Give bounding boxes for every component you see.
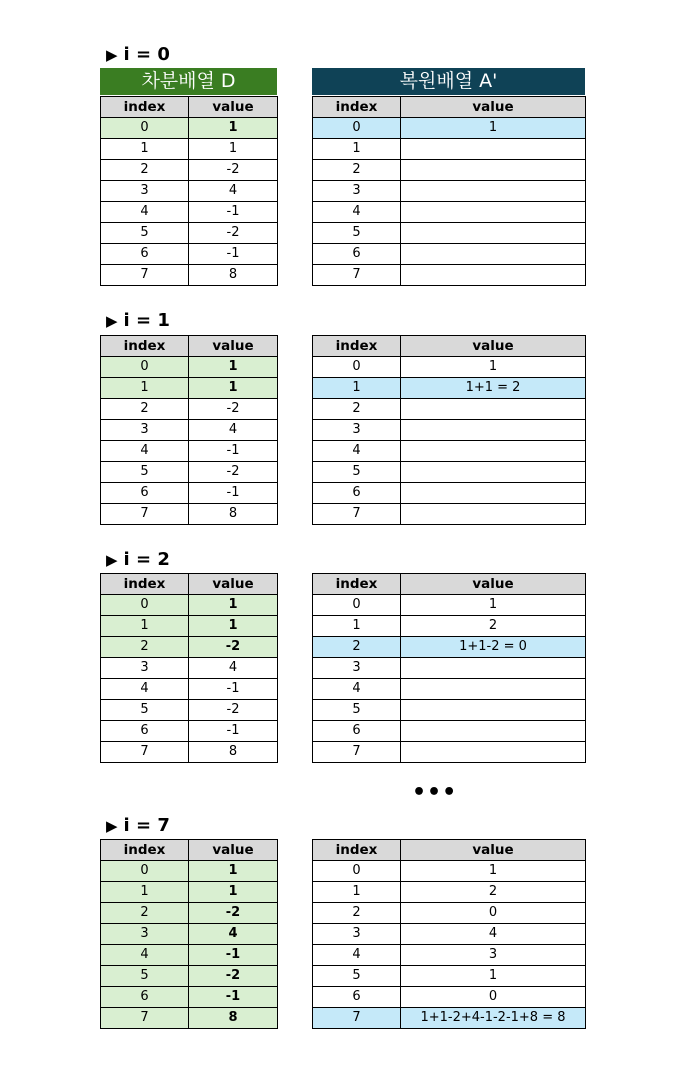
table-row	[313, 399, 586, 420]
index-cell: 7	[101, 1008, 189, 1029]
index-cell: 2	[101, 637, 189, 658]
index-header: index	[313, 840, 401, 861]
index-cell: 2	[313, 637, 401, 658]
table-row	[101, 504, 278, 525]
table-row	[313, 966, 586, 987]
value-cell: 1	[401, 357, 586, 378]
value-cell	[401, 399, 586, 420]
index-cell: 0	[101, 595, 189, 616]
index-header: index	[101, 336, 189, 357]
value-header: value	[189, 336, 278, 357]
index-cell: 5	[101, 223, 189, 244]
value-cell: 1	[189, 616, 278, 637]
index-cell: 1	[313, 616, 401, 637]
index-cell: 7	[313, 1008, 401, 1029]
table-row	[313, 483, 586, 504]
value-cell: 1	[189, 357, 278, 378]
index-cell: 6	[101, 987, 189, 1008]
table-row	[101, 882, 278, 903]
table-row	[313, 742, 586, 763]
table-row	[313, 945, 586, 966]
value-cell: 8	[189, 1008, 278, 1029]
restore-array-title: 복원배열 A'	[312, 68, 585, 95]
table-row	[101, 378, 278, 399]
table-row	[101, 679, 278, 700]
table-row	[101, 181, 278, 202]
value-cell	[401, 658, 586, 679]
index-cell: 6	[313, 721, 401, 742]
value-cell: 8	[189, 265, 278, 286]
value-cell: 4	[401, 924, 586, 945]
index-cell: 7	[101, 265, 189, 286]
value-cell	[401, 441, 586, 462]
index-cell: 4	[313, 679, 401, 700]
value-header: value	[401, 574, 586, 595]
value-cell	[401, 700, 586, 721]
table-row	[313, 721, 586, 742]
value-cell	[401, 265, 586, 286]
table-row	[313, 441, 586, 462]
play-triangle-icon: ▶	[106, 551, 118, 569]
index-header: index	[313, 97, 401, 118]
index-cell: 7	[313, 265, 401, 286]
value-cell: 1	[189, 118, 278, 139]
table-row	[313, 223, 586, 244]
value-cell: -1	[189, 721, 278, 742]
value-header: value	[189, 840, 278, 861]
index-cell: 0	[313, 357, 401, 378]
value-cell: 1	[189, 139, 278, 160]
index-cell: 3	[313, 924, 401, 945]
table-row	[101, 462, 278, 483]
table-row	[313, 265, 586, 286]
table-row	[313, 462, 586, 483]
value-header: value	[189, 97, 278, 118]
value-header: value	[189, 574, 278, 595]
table-row	[313, 139, 586, 160]
table-row	[101, 595, 278, 616]
value-cell: -1	[189, 441, 278, 462]
value-cell: 1	[189, 882, 278, 903]
table-row	[313, 378, 586, 399]
restore-table-i2	[312, 573, 586, 763]
table-row	[101, 265, 278, 286]
section-label-i1: ▶ i = 1	[106, 310, 170, 331]
value-cell: -2	[189, 966, 278, 987]
table-row	[101, 1008, 278, 1029]
table-row	[101, 924, 278, 945]
index-cell: 6	[313, 483, 401, 504]
table-row	[313, 679, 586, 700]
value-cell: 2	[401, 882, 586, 903]
table-row	[313, 1008, 586, 1029]
table-row	[101, 202, 278, 223]
table-row	[313, 882, 586, 903]
index-cell: 7	[101, 504, 189, 525]
value-cell	[401, 139, 586, 160]
value-cell: -2	[189, 399, 278, 420]
index-cell: 4	[101, 441, 189, 462]
table-row	[313, 357, 586, 378]
index-cell: 5	[313, 462, 401, 483]
index-cell: 3	[101, 658, 189, 679]
table-row	[313, 420, 586, 441]
table-row	[313, 244, 586, 265]
table-row	[313, 616, 586, 637]
value-cell: 0	[401, 903, 586, 924]
index-cell: 6	[313, 987, 401, 1008]
value-cell: 1+1 = 2	[401, 378, 586, 399]
index-cell: 7	[313, 742, 401, 763]
table-row	[313, 595, 586, 616]
section-label-i2: ▶ i = 2	[106, 549, 170, 570]
table-row	[101, 357, 278, 378]
table-row	[101, 118, 278, 139]
index-cell: 4	[313, 945, 401, 966]
index-cell: 5	[101, 462, 189, 483]
value-cell	[401, 223, 586, 244]
value-cell: 3	[401, 945, 586, 966]
restore-table-i1	[312, 335, 586, 525]
value-cell	[401, 160, 586, 181]
play-triangle-icon: ▶	[106, 817, 118, 835]
index-header: index	[313, 336, 401, 357]
table-row	[101, 700, 278, 721]
value-cell: -2	[189, 462, 278, 483]
play-triangle-icon: ▶	[106, 46, 118, 64]
index-cell: 3	[101, 924, 189, 945]
index-cell: 4	[101, 945, 189, 966]
index-header: index	[101, 840, 189, 861]
value-cell: -2	[189, 903, 278, 924]
index-cell: 7	[313, 504, 401, 525]
value-cell: 8	[189, 742, 278, 763]
table-row	[101, 399, 278, 420]
index-header: index	[101, 97, 189, 118]
section-label-i0: ▶ i = 0	[106, 44, 170, 65]
table-row	[101, 420, 278, 441]
index-cell: 2	[313, 160, 401, 181]
value-cell	[401, 721, 586, 742]
table-row	[101, 721, 278, 742]
value-cell: -1	[189, 945, 278, 966]
play-triangle-icon: ▶	[106, 312, 118, 330]
value-cell: 1	[401, 595, 586, 616]
value-cell: 1	[189, 595, 278, 616]
index-cell: 5	[101, 966, 189, 987]
value-cell: 4	[189, 181, 278, 202]
diff-table-i1	[100, 335, 278, 525]
value-header: value	[401, 840, 586, 861]
table-row	[313, 658, 586, 679]
index-cell: 6	[101, 483, 189, 504]
value-cell: -2	[189, 700, 278, 721]
table-row	[101, 945, 278, 966]
value-header: value	[401, 336, 586, 357]
value-cell: 2	[401, 616, 586, 637]
value-cell	[401, 483, 586, 504]
table-row	[101, 966, 278, 987]
table-row	[101, 616, 278, 637]
index-cell: 4	[101, 679, 189, 700]
value-cell	[401, 742, 586, 763]
index-cell: 0	[101, 357, 189, 378]
value-cell: 1	[189, 861, 278, 882]
index-cell: 4	[313, 202, 401, 223]
value-cell: -1	[189, 987, 278, 1008]
table-row	[101, 742, 278, 763]
index-cell: 4	[101, 202, 189, 223]
table-row	[313, 202, 586, 223]
table-row	[101, 483, 278, 504]
table-row	[313, 987, 586, 1008]
value-cell: 1	[401, 118, 586, 139]
table-row	[313, 861, 586, 882]
index-cell: 1	[313, 139, 401, 160]
value-cell: 4	[189, 420, 278, 441]
value-header: value	[401, 97, 586, 118]
index-cell: 6	[313, 244, 401, 265]
index-cell: 0	[313, 861, 401, 882]
diff-table-i7	[100, 839, 278, 1029]
index-cell: 4	[313, 441, 401, 462]
index-cell: 5	[313, 223, 401, 244]
value-cell: 1+1-2 = 0	[401, 637, 586, 658]
index-cell: 5	[313, 966, 401, 987]
table-row	[101, 441, 278, 462]
value-cell: 4	[189, 924, 278, 945]
table-row	[313, 924, 586, 945]
section-label-i7: ▶ i = 7	[106, 815, 170, 836]
index-cell: 1	[313, 882, 401, 903]
value-cell: -2	[189, 223, 278, 244]
value-cell: -1	[189, 483, 278, 504]
table-row	[313, 118, 586, 139]
table-row	[101, 223, 278, 244]
index-cell: 1	[313, 378, 401, 399]
index-header: index	[313, 574, 401, 595]
index-cell: 3	[101, 420, 189, 441]
table-row	[101, 244, 278, 265]
value-cell: -2	[189, 637, 278, 658]
index-cell: 2	[101, 903, 189, 924]
index-cell: 2	[101, 399, 189, 420]
index-cell: 0	[313, 595, 401, 616]
value-cell: -1	[189, 679, 278, 700]
table-row	[313, 181, 586, 202]
value-cell	[401, 504, 586, 525]
restore-table-i7	[312, 839, 586, 1029]
index-cell: 7	[101, 742, 189, 763]
value-cell: -1	[189, 202, 278, 223]
value-cell: 1+1-2+4-1-2-1+8 = 8	[401, 1008, 586, 1029]
table-row	[313, 504, 586, 525]
index-cell: 6	[101, 244, 189, 265]
restore-table-i0	[312, 96, 586, 286]
index-cell: 3	[313, 658, 401, 679]
table-row	[101, 903, 278, 924]
index-cell: 2	[101, 160, 189, 181]
value-cell: -1	[189, 244, 278, 265]
index-cell: 1	[101, 616, 189, 637]
table-row	[313, 637, 586, 658]
value-cell	[401, 420, 586, 441]
table-row	[313, 160, 586, 181]
table-row	[101, 658, 278, 679]
table-row	[101, 139, 278, 160]
diff-array-title: 차분배열 D	[100, 68, 277, 95]
index-cell: 5	[101, 700, 189, 721]
index-cell: 3	[313, 181, 401, 202]
index-header: index	[101, 574, 189, 595]
table-row	[101, 987, 278, 1008]
value-cell	[401, 244, 586, 265]
value-cell: 1	[401, 966, 586, 987]
value-cell: 1	[401, 861, 586, 882]
index-cell: 6	[101, 721, 189, 742]
table-row	[101, 637, 278, 658]
index-cell: 1	[101, 882, 189, 903]
value-cell: 8	[189, 504, 278, 525]
index-cell: 3	[313, 420, 401, 441]
table-row	[313, 700, 586, 721]
index-cell: 0	[101, 861, 189, 882]
index-cell: 0	[101, 118, 189, 139]
table-row	[101, 861, 278, 882]
index-cell: 2	[313, 903, 401, 924]
value-cell	[401, 679, 586, 700]
index-cell: 0	[313, 118, 401, 139]
value-cell: 0	[401, 987, 586, 1008]
diff-table-i0	[100, 96, 278, 286]
index-cell: 2	[313, 399, 401, 420]
index-cell: 3	[101, 181, 189, 202]
value-cell	[401, 202, 586, 223]
value-cell: 1	[189, 378, 278, 399]
diff-table-i2	[100, 573, 278, 763]
value-cell: 4	[189, 658, 278, 679]
index-cell: 1	[101, 378, 189, 399]
value-cell: -2	[189, 160, 278, 181]
ellipsis: •••	[412, 780, 458, 805]
table-row	[313, 903, 586, 924]
index-cell: 1	[101, 139, 189, 160]
value-cell	[401, 462, 586, 483]
index-cell: 5	[313, 700, 401, 721]
table-row	[101, 160, 278, 181]
value-cell	[401, 181, 586, 202]
